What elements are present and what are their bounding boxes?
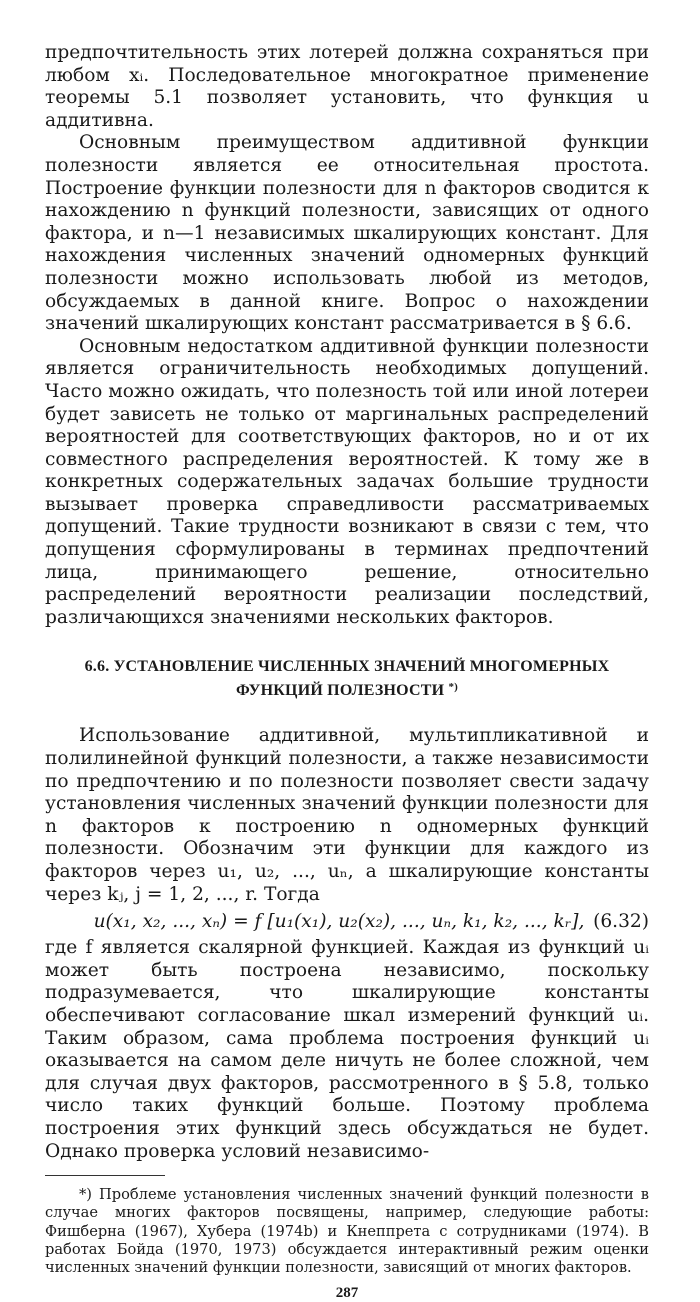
paragraph-continuation: предпочтительность этих лотерей должна сохраняться при любом xᵢ. Последовательное многократное применение теоремы 5.1 позволяет установить, что функция u аддитивна.	[45, 42, 649, 131]
footnote-divider	[45, 1175, 165, 1176]
section-heading	[45, 656, 649, 701]
equation-number: (6.32)	[593, 911, 649, 933]
paragraph-after-formula: где f является скалярной функцией. Каждая из функций uᵢ может быть построена независимо, поскольку подразумевается, что шкалирующие константы обеспечивают согласование шкал измерений функций uᵢ. Таким образом, сама проблема построения функций uᵢ оказывается на самом деле ничуть не более сложной, чем для случая двух факторов, рассмотренного в § 5.8, только число таких функций больше. Поэтому проблема построения этих функций здесь обсуждаться не будет. Однако проверка условий независимо-	[45, 937, 649, 1162]
footnote-marker: *)	[448, 681, 459, 694]
section-heading-line1: 6.6. УСТАНОВЛЕНИЕ ЧИСЛЕННЫХ ЗНАЧЕНИЙ МНОГОМЕРНЫХ	[84, 658, 610, 676]
paragraph-additive-advantage: Основным преимуществом аддитивной функции полезности является ее относительная простота. Построение функции полезности для n факторов сводится к нахождению n функций полезности, зависящих от одного фактора, и n—1 независимых шкалирующих констант. Для нахождения численных значений одномерных функций полезности можно использовать любой из методов, обсуждаемых в данной книге. Вопрос о нахождении значений шкалирующих констант рассматривается в § 6.6.	[45, 132, 649, 335]
footnote: *) Проблеме установления численных значений функций полезности в случае многих факторов посвящены, например, следующие работы: Фишберна (1967), Хубера (1974b) и Кнеппрета с сотрудниками (1974). В работах Бойда (1970, 1973) обсуждается интерактивный режим оценки численных значений функции полезности, зависящий от многих факторов.	[45, 1186, 649, 1276]
equation: u(x₁, x₂, ..., xₙ) = f [u₁(x₁), u₂(x₂), ..., uₙ, k₁, k₂, ..., kᵣ],	[93, 911, 585, 933]
paragraph-section-intro: Использование аддитивной, мультипликативной и полилинейной функций полезности, а также независимости по предпочтению и по полезности позволяет свести задачу установления численных значений функции полезности для n факторов к построению n одномерных функций полезности. Обозначим эти функции для каждого из факторов через u₁, u₂, ..., uₙ, а шкалирующие константы через kⱼ, j = 1, 2, ..., r. Тогда	[45, 725, 649, 905]
book-page	[45, 42, 649, 1302]
equation-row	[45, 909, 649, 935]
section-heading-line2: ФУНКЦИЙ ПОЛЕЗНОСТИ	[235, 682, 445, 700]
page-number: 287	[335, 1285, 359, 1302]
paragraph-additive-drawback: Основным недостатком аддитивной функции полезности является ограничительность необходимых допущений. Часто можно ожидать, что полезность той или иной лотереи будет зависеть не только от маргинальных распределений вероятностей для соответствующих факторов, но и от их совместного распределения вероятностей. К тому же в конкретных содержательных задачах большие трудности вызывает проверка справедливости рассматриваемых допущений. Такие трудности возникают в связи с тем, что допущения сформулированы в терминах предпочтений лица, принимающего решение, относительно распределений вероятности реализации последствий, различающихся значениями нескольких факторов.	[45, 335, 649, 628]
